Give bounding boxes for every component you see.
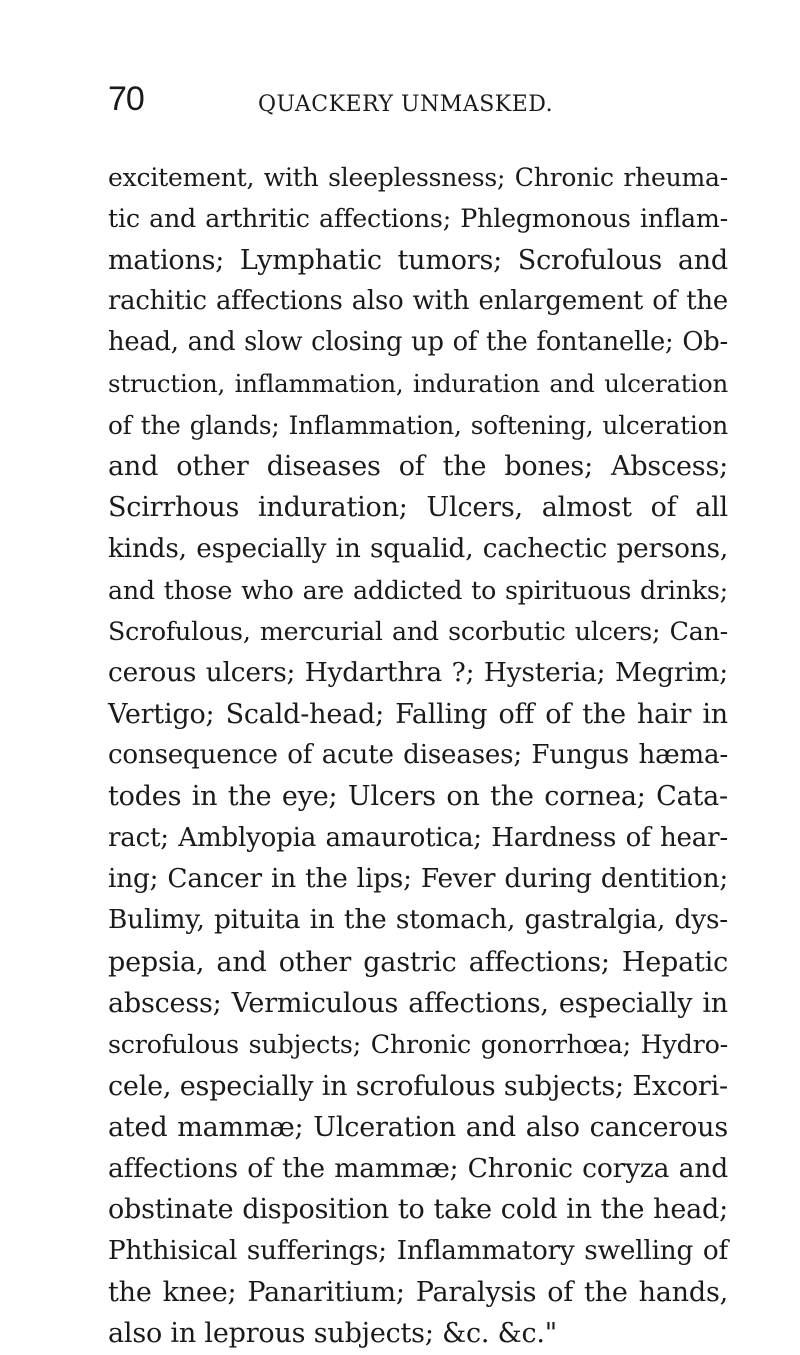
page-header: [108, 80, 728, 130]
text-line: consequence of acute diseases; Fungus hæma-: [108, 740, 728, 771]
text-line: obstinate disposition to take cold in the head;: [108, 1194, 728, 1226]
text-line: of the glands; Inflammation, softening, ulceration: [108, 410, 728, 440]
text-line: Scirrhous induration; Ulcers, almost of all: [108, 492, 728, 524]
text-line: todes in the eye; Ulcers on the cornea; Cata-: [108, 781, 728, 813]
text-line: the knee; Panaritium; Paralysis of the hands,: [108, 1277, 728, 1309]
text-line: kinds, especially in squalid, cachectic persons,: [108, 533, 728, 564]
text-line: also in leprous subjects; &c. &c.": [108, 1318, 557, 1350]
text-line: tic and arthritic affections; Phlegmonous inflam-: [108, 204, 728, 234]
text-line: rachitic affections also with enlargement of the: [108, 285, 728, 316]
text-line: abscess; Vermiculous affections, especially in: [108, 987, 728, 1019]
text-line: affections of the mammæ; Chronic coryza and: [108, 1153, 728, 1185]
text-line: pepsia, and other gastric affections; Hepatic: [108, 946, 728, 978]
text-line: Bulimy, pituita in the stomach, gastralgia, dys-: [108, 905, 728, 936]
text-line: cele, especially in scrofulous subjects; Excori-: [108, 1070, 728, 1102]
text-line: cerous ulcers; Hydarthra ?; Hysteria; Megrim;: [108, 657, 728, 688]
text-line: Phthisical sufferings; Inflammatory swelling of: [108, 1235, 728, 1266]
body-text: [108, 157, 728, 1355]
text-line: struction, inflammation, induration and ulceration: [108, 369, 728, 399]
text-line: head, and slow closing up of the fontanelle; Ob-: [108, 327, 728, 358]
text-line: Vertigo; Scald-head; Falling off of the hair in: [108, 698, 728, 730]
text-line: excitement, with sleeplessness; Chronic rheuma-: [108, 163, 728, 192]
text-line: ing; Cancer in the lips; Fever during dentition;: [108, 864, 728, 895]
text-line: and those who are addicted to spirituous drinks;: [108, 575, 728, 605]
text-line: Scrofulous, mercurial and scorbutic ulcers; Can-: [108, 617, 728, 647]
page-number: 70: [108, 80, 144, 118]
text-line: scrofulous subjects; Chronic gonorrhœa; Hydro-: [108, 1029, 728, 1060]
running-head: QUACKERY UNMASKED.: [258, 92, 554, 117]
text-line: and other diseases of the bones; Abscess;: [108, 451, 728, 483]
text-line: ated mammæ; Ulceration and also cancerous: [108, 1111, 728, 1143]
text-line: mations; Lymphatic tumors; Scrofulous and: [108, 244, 728, 276]
text-line: ract; Amblyopia amaurotica; Hardness of hear-: [108, 822, 728, 853]
